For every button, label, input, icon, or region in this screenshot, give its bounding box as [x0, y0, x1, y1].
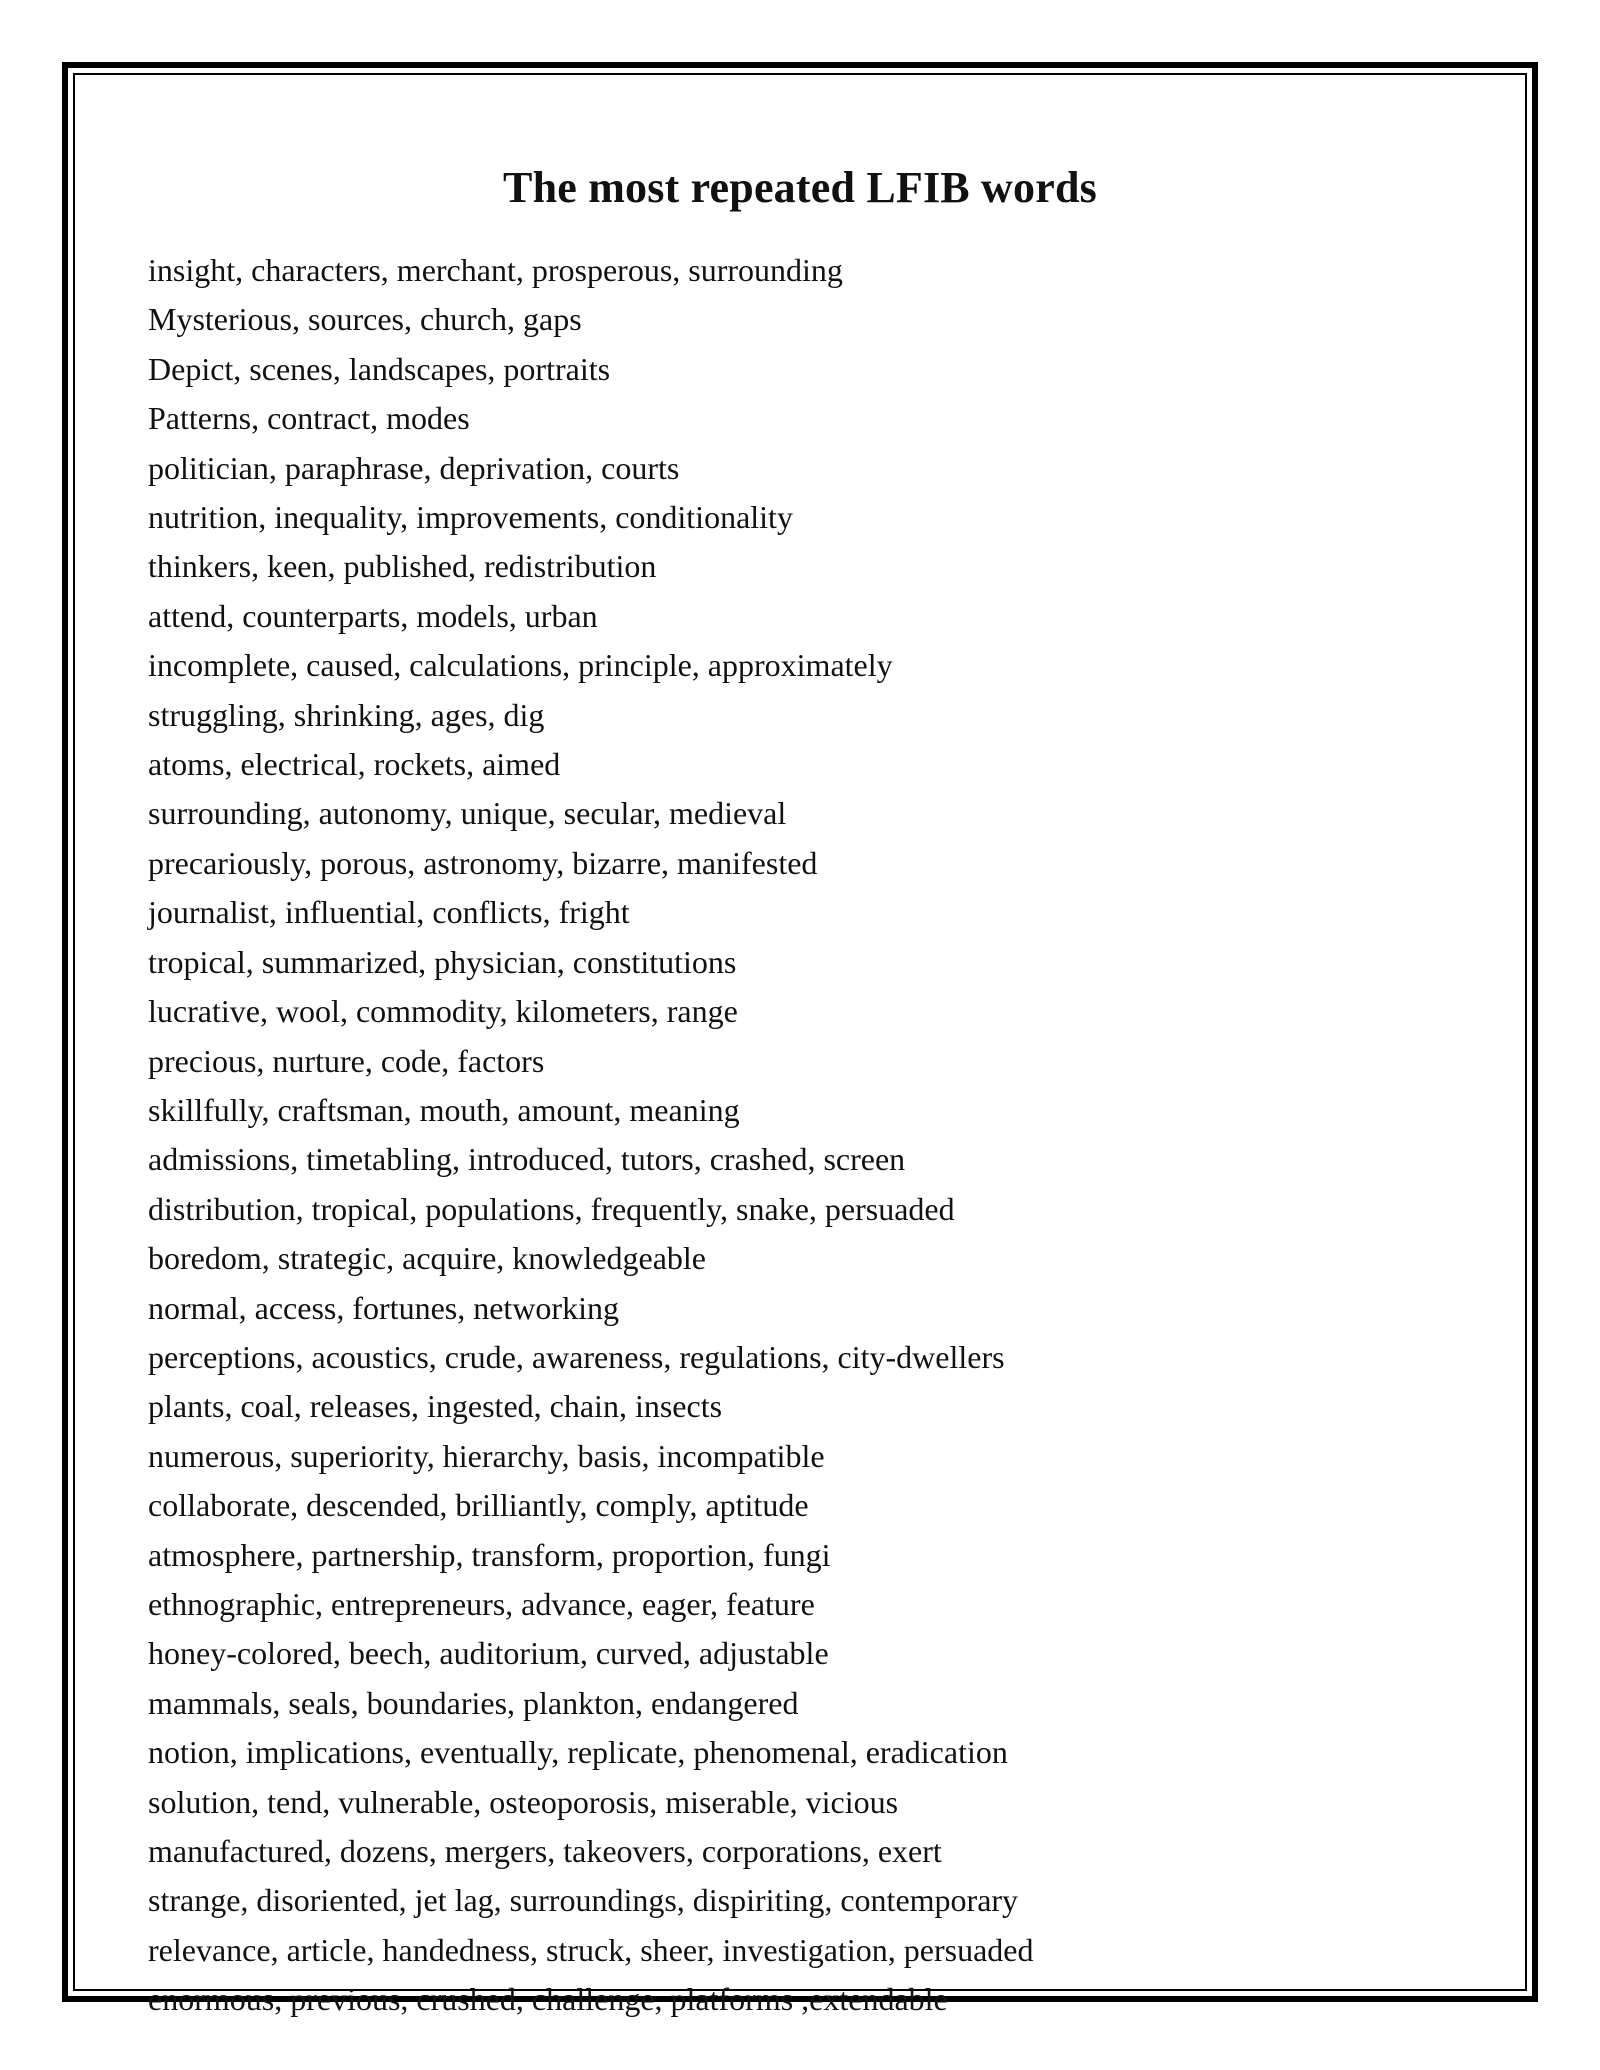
- word-line: numerous, superiority, hierarchy, basis, incompatible: [148, 1437, 825, 1474]
- word-line: notion, implications, eventually, replicate, phenomenal, eradication: [148, 1734, 1008, 1771]
- word-line: Patterns, contract, modes: [148, 400, 470, 437]
- word-line: nutrition, inequality, improvements, conditionality: [148, 499, 793, 536]
- word-line: attend, counterparts, models, urban: [148, 597, 598, 634]
- word-line: thinkers, keen, published, redistribution: [148, 548, 657, 585]
- word-line: politician, paraphrase, deprivation, courts: [148, 449, 680, 486]
- word-line: struggling, shrinking, ages, dig: [148, 696, 545, 733]
- word-line: tropical, summarized, physician, constitutions: [148, 943, 737, 980]
- word-line: ethnographic, entrepreneurs, advance, eager, feature: [148, 1585, 815, 1622]
- page-content: [68, 68, 1532, 2018]
- word-line: admissions, timetabling, introduced, tutors, crashed, screen: [148, 1141, 906, 1178]
- word-line: strange, disoriented, jet lag, surroundings, dispiriting, contemporary: [148, 1882, 1019, 1919]
- word-line: incomplete, caused, calculations, principle, approximately: [148, 647, 893, 684]
- word-line: plants, coal, releases, ingested, chain, insects: [148, 1388, 723, 1425]
- word-line: solution, tend, vulnerable, osteoporosis, miserable, vicious: [148, 1783, 899, 1820]
- word-line: distribution, tropical, populations, frequently, snake, persuaded: [148, 1190, 955, 1227]
- word-line: precariously, porous, astronomy, bizarre, manifested: [148, 844, 818, 881]
- word-line: lucrative, wool, commodity, kilometers, range: [148, 993, 738, 1030]
- page-frame: [62, 62, 1538, 2018]
- page-title: The most repeated LFIB words: [503, 163, 1097, 212]
- word-line: collaborate, descended, brilliantly, comply, aptitude: [148, 1487, 809, 1524]
- word-line: insight, characters, merchant, prosperous, surrounding: [148, 252, 843, 288]
- word-line: precious, nurture, code, factors: [148, 1042, 545, 1079]
- word-line: normal, access, fortunes, networking: [148, 1289, 619, 1326]
- word-line: atmosphere, partnership, transform, proportion, fungi: [148, 1536, 831, 1573]
- word-line: boredom, strategic, acquire, knowledgeable: [148, 1240, 706, 1277]
- word-line: Mysterious, sources, church, gaps: [148, 301, 582, 338]
- word-line: skillfully, craftsman, mouth, amount, meaning: [148, 1091, 740, 1128]
- word-list: [148, 246, 1033, 2025]
- word-line: manufactured, dozens, mergers, takeovers, corporations, exert: [148, 1833, 942, 1869]
- word-line: journalist, influential, conflicts, fright: [148, 894, 630, 931]
- word-line: honey-colored, beech, auditorium, curved, adjustable: [148, 1635, 829, 1672]
- word-line: relevance, article, handedness, struck, sheer, investigation, persuaded: [148, 1931, 1034, 1968]
- word-line: mammals, seals, boundaries, plankton, endangered: [148, 1684, 799, 1721]
- word-line: atoms, electrical, rockets, aimed: [148, 746, 561, 783]
- word-line: Depict, scenes, landscapes, portraits: [148, 350, 611, 387]
- word-line: enormous, previous, crushed, challenge, platforms ,extendable: [148, 1981, 948, 2018]
- word-line: perceptions, acoustics, crude, awareness, regulations, city-dwellers: [148, 1338, 1005, 1375]
- word-line: surrounding, autonomy, unique, secular, medieval: [148, 795, 787, 832]
